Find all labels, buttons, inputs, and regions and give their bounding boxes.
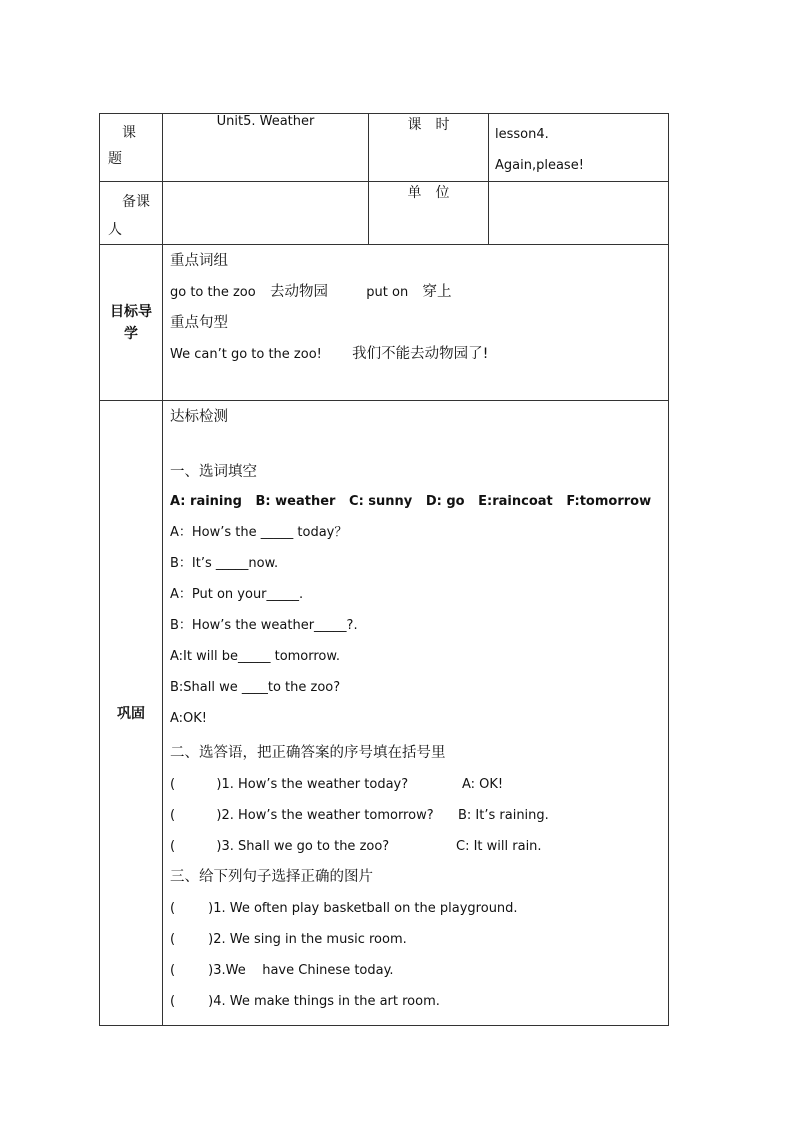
goals-label-cell: [100, 245, 163, 401]
preparer-label-line2: 人: [108, 222, 122, 238]
part1-line: A:It will be_____ tomorrow.: [170, 649, 340, 664]
part2-title: 二、选答语，把正确答案的序号填在括号里: [170, 745, 446, 761]
part2-item: [170, 831, 661, 862]
period-label-cell: [369, 114, 489, 182]
practice-label-cell: [100, 401, 163, 1026]
part2-answer: A: OK!: [462, 777, 504, 792]
goals-label-line1: 目标导: [110, 303, 152, 320]
phrase-line: [170, 277, 661, 308]
topic-value-cell: [163, 114, 369, 182]
unit-label: 单 位: [407, 185, 450, 201]
part3-item: ( )3.We have Chinese today.: [170, 963, 394, 978]
preparer-value-cell: [163, 182, 369, 245]
part3-item: ( )4. We make things in the art room.: [170, 994, 440, 1009]
lesson-plan-table: [99, 113, 669, 1026]
unit-value-cell: [489, 182, 669, 245]
phrase2-cn: 穿上: [422, 284, 452, 300]
preparer-row: [100, 182, 669, 245]
part1-line: B：It’s _____now.: [170, 556, 279, 571]
period-label: 课 时: [407, 117, 450, 133]
part2-item: [170, 800, 661, 831]
goals-row: [100, 245, 669, 401]
part2-item: [170, 769, 661, 800]
part1-title: 一、选词填空: [170, 464, 257, 480]
period-value-line2: Again,please!: [495, 158, 584, 173]
part1-line: B：How’s the weather_____?.: [170, 618, 358, 633]
sentence-cn: 我们不能去动物园了!: [352, 346, 489, 362]
sentence-heading: 重点句型: [170, 315, 228, 331]
practice-heading: 达标检测: [170, 409, 228, 425]
part3-title: 三、给下列句子选择正确的图片: [170, 869, 373, 885]
phrase2-en: put on: [366, 285, 409, 300]
part2-question: ( )3. Shall we go to the zoo?: [170, 839, 390, 854]
practice-content-cell: [163, 401, 669, 1026]
topic-label-cell: [100, 114, 163, 182]
topic-row: [100, 114, 669, 182]
part3-item: ( )1. We often play basketball on the playground.: [170, 901, 518, 916]
part2-question: ( )1. How’s the weather today?: [170, 777, 409, 792]
goals-content-cell: [163, 245, 669, 401]
part2-answer: C: It will rain.: [456, 839, 542, 854]
part1-line: A:OK!: [170, 711, 208, 726]
part1-options: A: raining B: weather C: sunny D: go E:raincoat F:tomorrow: [170, 494, 652, 509]
part2-question: ( )2. How’s the weather tomorrow?: [170, 808, 434, 823]
practice-label: 巩固: [117, 706, 145, 722]
phrase1-en: go to the zoo: [170, 285, 256, 300]
phrase1-cn: 去动物园: [270, 284, 328, 300]
preparer-label-line1: 备课: [122, 194, 150, 210]
part2-answer: B: It’s raining.: [458, 808, 549, 823]
sentence-line: [170, 339, 661, 370]
phrase-heading: 重点词组: [170, 253, 228, 269]
period-value-line1: lesson4.: [495, 127, 549, 142]
practice-row: [100, 401, 669, 1026]
topic-value: Unit5. Weather: [216, 114, 315, 129]
topic-label-line1: 课: [122, 125, 136, 141]
part1-line: B:Shall we ____to the zoo?: [170, 680, 341, 695]
topic-label-line2: 题: [108, 151, 122, 167]
part1-line: A：How’s the _____ today？: [170, 525, 348, 540]
period-value-cell: [489, 114, 669, 182]
part3-item: ( )2. We sing in the music room.: [170, 932, 407, 947]
preparer-label-cell: [100, 182, 163, 245]
part1-line: A：Put on your_____.: [170, 587, 304, 602]
unit-label-cell: [369, 182, 489, 245]
goals-label-line2: 学: [124, 325, 138, 342]
sentence-en: We can’t go to the zoo!: [170, 347, 322, 362]
